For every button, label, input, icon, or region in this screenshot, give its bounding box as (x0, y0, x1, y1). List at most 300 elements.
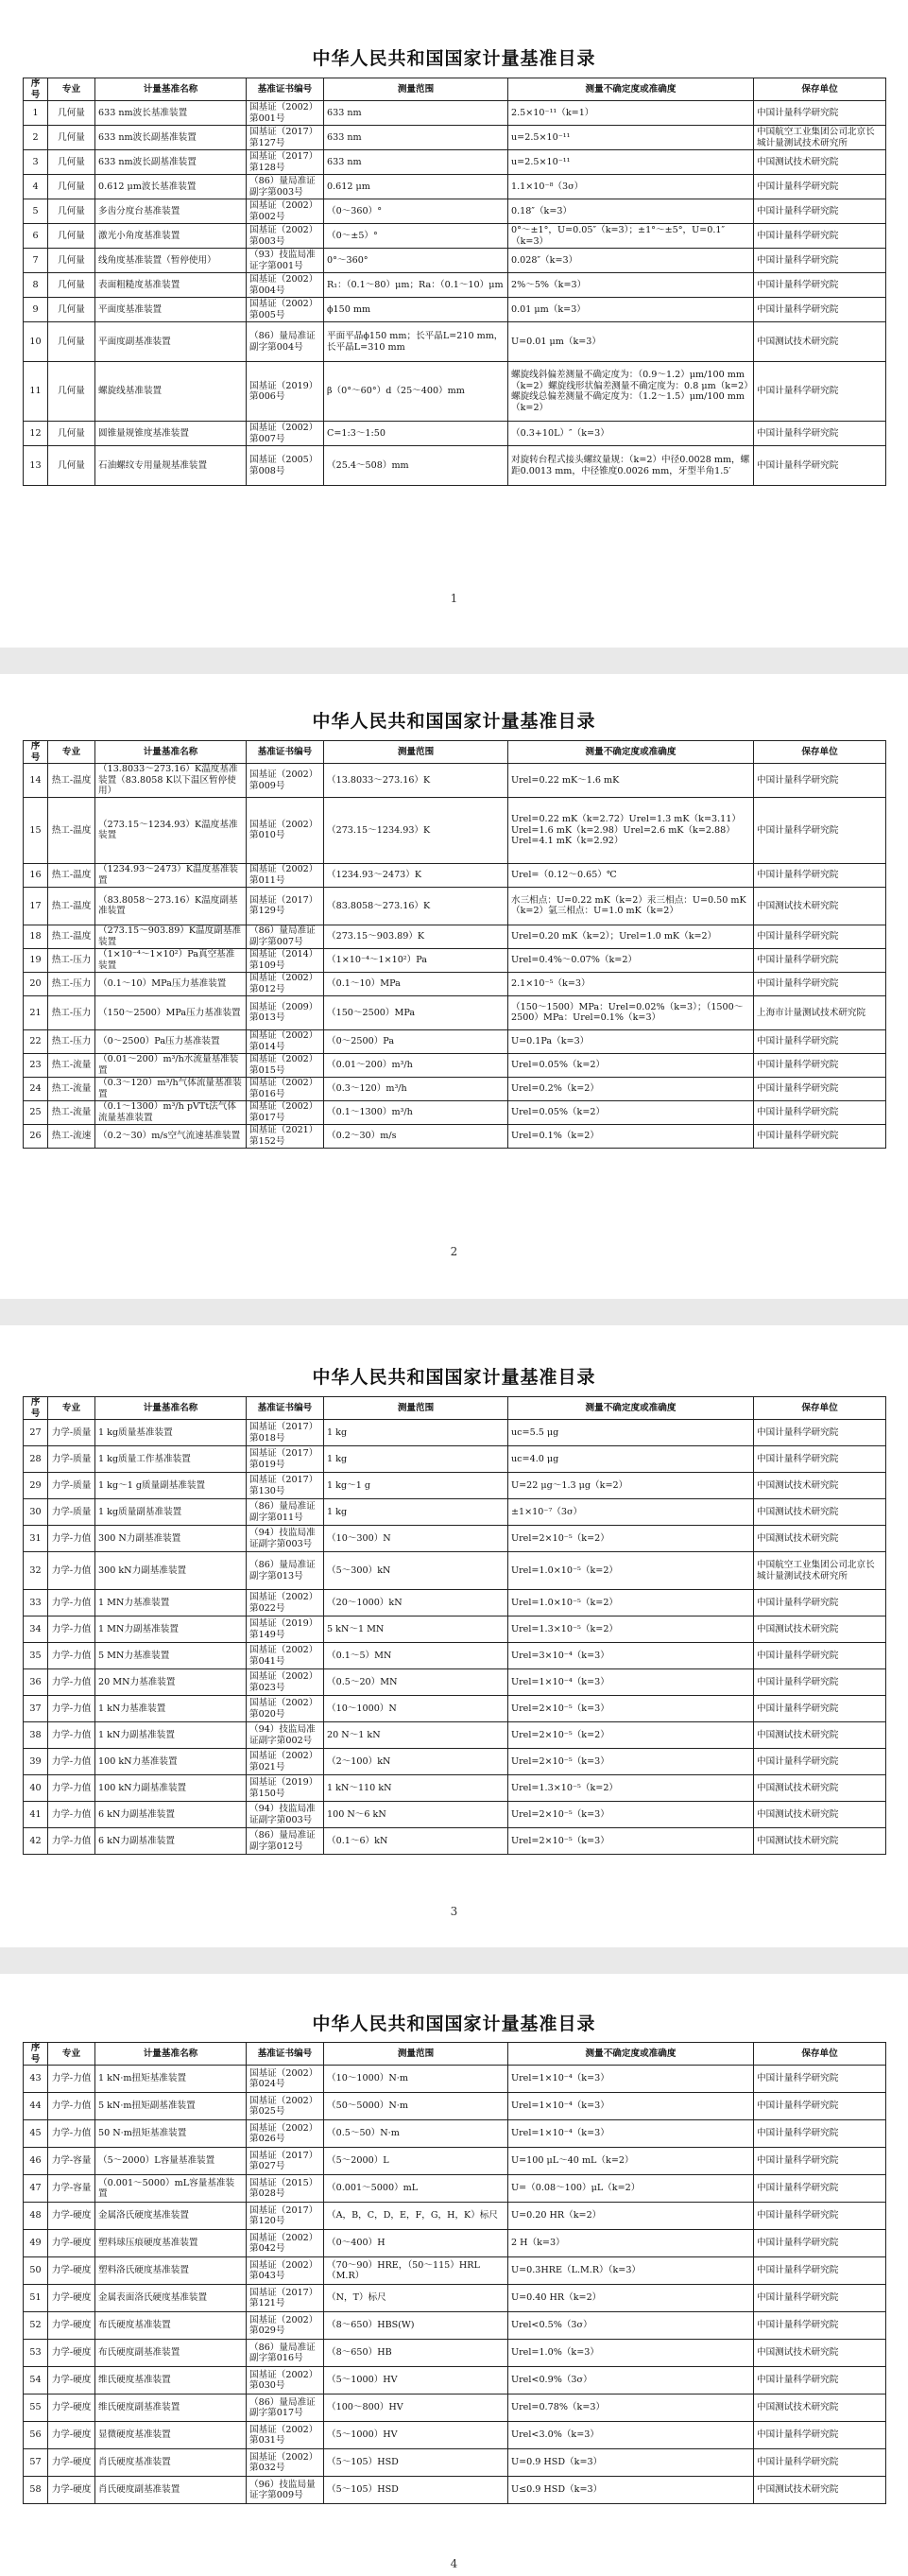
uncertainty-cell: Urel=2×10⁻⁵（k=3） (508, 1828, 754, 1855)
specialty-cell: 几何量 (48, 126, 95, 150)
seq-cell: 32 (24, 1552, 48, 1590)
certificate-cell: （94）技监局准证副字第003号 (247, 1802, 324, 1828)
certificate-cell: 国基证（2002）第021号 (247, 1749, 324, 1775)
seq-cell: 4 (24, 175, 48, 199)
range-cell: （50～5000）N·m (324, 2093, 508, 2120)
standard-name-cell: 线角度基准装置（暂停使用） (95, 249, 247, 273)
seq-cell: 14 (24, 764, 48, 798)
uncertainty-cell: u=2.5×10⁻¹¹ (508, 150, 754, 175)
specialty-cell: 热工-流量 (48, 1053, 95, 1077)
certificate-cell: 国基证（2002）第007号 (247, 422, 324, 446)
specialty-cell: 力学-硬度 (48, 2285, 95, 2312)
uncertainty-cell: 0.18″（k=3） (508, 199, 754, 224)
certificate-cell: 国基证（2017）第018号 (247, 1420, 324, 1446)
table-row (24, 101, 886, 126)
specialty-cell: 力学-力值 (48, 1616, 95, 1643)
column-header: 序号 (24, 78, 48, 101)
range-cell: （0～2500）Pa (324, 1029, 508, 1053)
range-cell: （0.1～10）MPa (324, 972, 508, 995)
uncertainty-cell: Urel=1×10⁻⁴（k=3） (508, 2066, 754, 2093)
seq-cell: 51 (24, 2285, 48, 2312)
column-header: 测量范围 (324, 78, 508, 101)
range-cell: （20～1000）kN (324, 1590, 508, 1616)
table-row (24, 2230, 886, 2257)
certificate-cell: 国基证（2002）第004号 (247, 273, 324, 298)
uncertainty-cell: 2%～5%（k=3） (508, 273, 754, 298)
uncertainty-cell: Urel=0.05%（k=2） (508, 1053, 754, 1077)
custodian-cell: 中国计量科学研究院 (754, 2312, 886, 2340)
specialty-cell: 力学-硬度 (48, 2477, 95, 2504)
column-header: 保存单位 (754, 1397, 886, 1420)
specialty-cell: 热工-温度 (48, 887, 95, 925)
seq-cell: 44 (24, 2093, 48, 2120)
document-page-1 (0, 0, 908, 648)
custodian-cell: 中国计量科学研究院 (754, 175, 886, 199)
table-row (24, 322, 886, 362)
range-cell: （N，T）标尺 (324, 2285, 508, 2312)
certificate-cell: 国基证（2002）第010号 (247, 797, 324, 863)
table-row (24, 764, 886, 798)
range-cell: （0.001～5000）mL (324, 2175, 508, 2203)
seq-cell: 43 (24, 2066, 48, 2093)
standard-name-cell: 布氏硬度基准装置 (95, 2312, 247, 2340)
column-header: 保存单位 (754, 2043, 886, 2066)
table-row (24, 2093, 886, 2120)
table-row (24, 1590, 886, 1616)
certificate-cell: 国基证（2017）第129号 (247, 887, 324, 925)
table-row (24, 224, 886, 249)
table-row (24, 1643, 886, 1669)
page-title: 中华人民共和国国家计量基准目录 (312, 48, 596, 69)
range-cell: （13.8033～273.16）K (324, 764, 508, 798)
range-cell: （0.5～20）MN (324, 1669, 508, 1696)
column-header: 专业 (48, 78, 95, 101)
specialty-cell: 热工-压力 (48, 972, 95, 995)
seq-cell: 40 (24, 1775, 48, 1802)
page-number: 1 (450, 592, 458, 605)
uncertainty-cell: 螺旋线斜偏差测量不确定度为：（0.9～1.2）μm/100 mm（k=2）螺旋线形状偏差测量不确定度为：0.8 μm（k=2）螺旋线总偏差测量不确定度为：（1.2～1.5）μm/100 mm（k=2） (508, 362, 754, 422)
custodian-cell: 中国计量科学研究院 (754, 2093, 886, 2120)
specialty-cell: 热工-温度 (48, 764, 95, 798)
seq-cell: 13 (24, 446, 48, 486)
column-header: 计量基准名称 (95, 78, 247, 101)
standard-name-cell: 100 kN力副基准装置 (95, 1775, 247, 1802)
specialty-cell: 力学-质量 (48, 1420, 95, 1446)
custodian-cell: 中国计量科学研究院 (754, 1749, 886, 1775)
custodian-cell: 中国计量科学研究院 (754, 1696, 886, 1722)
standard-name-cell: 肖氏硬度副基准装置 (95, 2477, 247, 2504)
custodian-cell: 中国计量科学研究院 (754, 422, 886, 446)
table-row (24, 887, 886, 925)
certificate-cell: 国基证（2019）第150号 (247, 1775, 324, 1802)
table-row (24, 2120, 886, 2148)
uncertainty-cell: Urel=1×10⁻⁴（k=3） (508, 1669, 754, 1696)
seq-cell: 16 (24, 863, 48, 887)
specialty-cell: 力学-硬度 (48, 2394, 95, 2422)
range-cell: C=1:3～1:50 (324, 422, 508, 446)
custodian-cell: 中国计量科学研究院 (754, 2066, 886, 2093)
certificate-cell: 国基证（2002）第015号 (247, 1053, 324, 1077)
standard-name-cell: 金属洛氏硬度基准装置 (95, 2203, 247, 2230)
table-row (24, 1473, 886, 1499)
uncertainty-cell: Urel=0.22 mK～1.6 mK (508, 764, 754, 798)
range-cell: 平面平晶ϕ150 mm；长平晶L=210 mm，长平晶L=310 mm (324, 322, 508, 362)
specialty-cell: 力学-力值 (48, 1696, 95, 1722)
certificate-cell: 国基证（2002）第017号 (247, 1100, 324, 1124)
certificate-cell: 国基证（2002）第003号 (247, 224, 324, 249)
table-row (24, 446, 886, 486)
specialty-cell: 几何量 (48, 322, 95, 362)
specialty-cell: 力学-力值 (48, 2120, 95, 2148)
certificate-cell: 国基证（2017）第027号 (247, 2148, 324, 2175)
uncertainty-cell: Urel=3×10⁻⁴（k=3） (508, 1643, 754, 1669)
certificate-cell: 国基证（2014）第109号 (247, 948, 324, 972)
custodian-cell: 中国计量科学研究院 (754, 972, 886, 995)
seq-cell: 38 (24, 1722, 48, 1749)
custodian-cell: 中国测试技术研究院 (754, 1802, 886, 1828)
custodian-cell: 中国计量科学研究院 (754, 249, 886, 273)
uncertainty-cell: Urel<3.0%（k=3） (508, 2422, 754, 2449)
seq-cell: 41 (24, 1802, 48, 1828)
uncertainty-cell: Urel=1×10⁻⁴（k=3） (508, 2093, 754, 2120)
column-header: 保存单位 (754, 741, 886, 764)
specialty-cell: 力学-力值 (48, 2093, 95, 2120)
specialty-cell: 几何量 (48, 446, 95, 486)
uncertainty-cell: U=（0.08～100）μL（k=2） (508, 2175, 754, 2203)
certificate-cell: 国基证（2002）第029号 (247, 2312, 324, 2340)
table-row (24, 1669, 886, 1696)
range-cell: （0.1～1300）m³/h (324, 1100, 508, 1124)
certificate-cell: （94）技监局准证副字第003号 (247, 1526, 324, 1552)
certificate-cell: 国基证（2002）第024号 (247, 2066, 324, 2093)
certificate-cell: 国基证（2017）第120号 (247, 2203, 324, 2230)
certificate-cell: （94）技监局准证副字第002号 (247, 1722, 324, 1749)
custodian-cell: 中国计量科学研究院 (754, 1590, 886, 1616)
standard-name-cell: （1×10⁻⁴～1×10²）Pa真空基准装置 (95, 948, 247, 972)
standard-name-cell: 100 kN力基准装置 (95, 1749, 247, 1775)
custodian-cell: 中国测试技术研究院 (754, 1616, 886, 1643)
standard-name-cell: 维氏硬度基准装置 (95, 2367, 247, 2394)
standards-table (23, 1396, 886, 1855)
certificate-cell: 国基证（2015）第028号 (247, 2175, 324, 2203)
table-row (24, 422, 886, 446)
specialty-cell: 几何量 (48, 249, 95, 273)
custodian-cell: 中国航空工业集团公司北京长城计量测试技术研究所 (754, 1552, 886, 1590)
certificate-cell: （93）技监局准证字第001号 (247, 249, 324, 273)
standard-name-cell: 1 kN力副基准装置 (95, 1722, 247, 1749)
specialty-cell: 力学-力值 (48, 1722, 95, 1749)
uncertainty-cell: U=0.40 HR（k=2） (508, 2285, 754, 2312)
custodian-cell: 中国计量科学研究院 (754, 2367, 886, 2394)
seq-cell: 29 (24, 1473, 48, 1499)
uncertainty-cell: Urel=0.1%（k=2） (508, 1124, 754, 1148)
uncertainty-cell: Urel=0.2%（k=2） (508, 1077, 754, 1100)
specialty-cell: 力学-硬度 (48, 2340, 95, 2367)
specialty-cell: 热工-温度 (48, 863, 95, 887)
certificate-cell: 国基证（2002）第030号 (247, 2367, 324, 2394)
standard-name-cell: 激光小角度基准装置 (95, 224, 247, 249)
range-cell: 0°～360° (324, 249, 508, 273)
standard-name-cell: 633 nm波长基准装置 (95, 101, 247, 126)
standard-name-cell: 5 MN力基准装置 (95, 1643, 247, 1669)
range-cell: （150～2500）MPa (324, 995, 508, 1029)
certificate-cell: （86）量局准证副字第013号 (247, 1552, 324, 1590)
table-row (24, 150, 886, 175)
specialty-cell: 几何量 (48, 224, 95, 249)
table-header-row (24, 1397, 886, 1420)
specialty-cell: 几何量 (48, 298, 95, 322)
table-row (24, 2449, 886, 2477)
range-cell: （5～105）HSD (324, 2449, 508, 2477)
standard-name-cell: 塑料洛氏硬度基准装置 (95, 2257, 247, 2285)
seq-cell: 1 (24, 101, 48, 126)
custodian-cell: 中国计量科学研究院 (754, 948, 886, 972)
table-row (24, 1775, 886, 1802)
standard-name-cell: 1 kN·m扭矩基准装置 (95, 2066, 247, 2093)
uncertainty-cell: 0.028″（k=3） (508, 249, 754, 273)
table-row (24, 249, 886, 273)
uncertainty-cell: U=22 μg～1.3 μg（k=2） (508, 1473, 754, 1499)
range-cell: （5～1000）HV (324, 2367, 508, 2394)
custodian-cell: 中国计量科学研究院 (754, 1077, 886, 1100)
standard-name-cell: 1 MN力基准装置 (95, 1590, 247, 1616)
custodian-cell: 中国计量科学研究院 (754, 101, 886, 126)
uncertainty-cell: 2.5×10⁻¹¹（k=1） (508, 101, 754, 126)
range-cell: 1 kg (324, 1420, 508, 1446)
range-cell: （0～±5）° (324, 224, 508, 249)
table-row (24, 972, 886, 995)
seq-cell: 34 (24, 1616, 48, 1643)
standard-name-cell: 6 kN力副基准装置 (95, 1828, 247, 1855)
specialty-cell: 力学-硬度 (48, 2367, 95, 2394)
custodian-cell: 中国测试技术研究院 (754, 1775, 886, 1802)
seq-cell: 54 (24, 2367, 48, 2394)
standard-name-cell: 1 kN力基准装置 (95, 1696, 247, 1722)
certificate-cell: 国基证（2002）第011号 (247, 863, 324, 887)
standard-name-cell: 平面度基准装置 (95, 298, 247, 322)
uncertainty-cell: uc=4.0 μg (508, 1446, 754, 1473)
uncertainty-cell: （150～1500）MPa：Urel=0.02%（k=3）；（1500～2500）MPa：Urel=0.1%（k=3） (508, 995, 754, 1029)
table-row (24, 995, 886, 1029)
range-cell: 20 N～1 kN (324, 1722, 508, 1749)
page-number: 3 (450, 1905, 458, 1918)
page-gap (0, 1947, 908, 1974)
certificate-cell: 国基证（2002）第023号 (247, 1669, 324, 1696)
standard-name-cell: 50 N·m扭矩基准装置 (95, 2120, 247, 2148)
custodian-cell: 中国计量科学研究院 (754, 1100, 886, 1124)
custodian-cell: 中国测试技术研究院 (754, 1722, 886, 1749)
seq-cell: 36 (24, 1669, 48, 1696)
standard-name-cell: （0.1～10）MPa压力基准装置 (95, 972, 247, 995)
column-header: 基准证书编号 (247, 78, 324, 101)
table-row (24, 1696, 886, 1722)
specialty-cell: 几何量 (48, 199, 95, 224)
table-row (24, 1526, 886, 1552)
custodian-cell: 中国测试技术研究院 (754, 322, 886, 362)
uncertainty-cell: U=0.20 HR（k=2） (508, 2203, 754, 2230)
range-cell: （10～1000）N·m (324, 2066, 508, 2093)
custodian-cell: 中国测试技术研究院 (754, 1828, 886, 1855)
certificate-cell: 国基证（2002）第025号 (247, 2093, 324, 2120)
column-header: 专业 (48, 1397, 95, 1420)
uncertainty-cell: （0.3+10L）″（k=3） (508, 422, 754, 446)
uncertainty-cell: U=0.9 HSD（k=3） (508, 2449, 754, 2477)
table-row (24, 2340, 886, 2367)
specialty-cell: 几何量 (48, 273, 95, 298)
certificate-cell: （86）量局准证副字第016号 (247, 2340, 324, 2367)
standard-name-cell: （0.001～5000）mL容量基准装置 (95, 2175, 247, 2203)
certificate-cell: 国基证（2002）第043号 (247, 2257, 324, 2285)
table-row (24, 199, 886, 224)
specialty-cell: 热工-流量 (48, 1077, 95, 1100)
seq-cell: 3 (24, 150, 48, 175)
column-header: 基准证书编号 (247, 2043, 324, 2066)
specialty-cell: 力学-容量 (48, 2175, 95, 2203)
range-cell: （25.4～508）mm (324, 446, 508, 486)
table-row (24, 1100, 886, 1124)
table-row (24, 126, 886, 150)
custodian-cell: 上海市计量测试技术研究院 (754, 995, 886, 1029)
uncertainty-cell: U=0.1Pa（k=3） (508, 1029, 754, 1053)
table-row (24, 273, 886, 298)
custodian-cell: 中国计量科学研究院 (754, 2203, 886, 2230)
uncertainty-cell: Urel=0.78%（k=3） (508, 2394, 754, 2422)
certificate-cell: 国基证（2002）第014号 (247, 1029, 324, 1053)
standard-name-cell: 633 nm波长副基准装置 (95, 150, 247, 175)
custodian-cell: 中国计量科学研究院 (754, 2449, 886, 2477)
standard-name-cell: 6 kN力副基准装置 (95, 1802, 247, 1828)
specialty-cell: 力学-力值 (48, 2066, 95, 2093)
certificate-cell: 国基证（2002）第020号 (247, 1696, 324, 1722)
uncertainty-cell: Urel=0.22 mK（k=2.72）Urel=1.3 mK（k=3.11）Urel=1.6 mK（k=2.98）Urel=2.6 mK（k=2.88）Urel=4.1 mK（k=2.92） (508, 797, 754, 863)
seq-cell: 28 (24, 1446, 48, 1473)
custodian-cell: 中国计量科学研究院 (754, 2285, 886, 2312)
column-header: 测量不确定度或准确度 (508, 78, 754, 101)
uncertainty-cell: 水三相点：U=0.22 mK（k=2）汞三相点：U=0.50 mK（k=2）氩三相点：U=1.0 mK（k=2） (508, 887, 754, 925)
range-cell: （83.8058～273.16）K (324, 887, 508, 925)
column-header: 测量范围 (324, 1397, 508, 1420)
range-cell: 1 kg～1 g (324, 1473, 508, 1499)
standard-name-cell: （273.15～903.89）K温度副基准装置 (95, 925, 247, 948)
specialty-cell: 力学-力值 (48, 1526, 95, 1552)
certificate-cell: （86）量局准证副字第017号 (247, 2394, 324, 2422)
custodian-cell: 中国测试技术研究院 (754, 2477, 886, 2504)
range-cell: （0.1～6）kN (324, 1828, 508, 1855)
uncertainty-cell: Urel=2×10⁻⁵（k=2） (508, 1526, 754, 1552)
standard-name-cell: 圆锥量规锥度基准装置 (95, 422, 247, 446)
range-cell: （5～2000）L (324, 2148, 508, 2175)
custodian-cell: 中国计量科学研究院 (754, 2257, 886, 2285)
column-header: 计量基准名称 (95, 1397, 247, 1420)
seq-cell: 23 (24, 1053, 48, 1077)
document-page-4 (0, 1974, 908, 2576)
specialty-cell: 几何量 (48, 101, 95, 126)
seq-cell: 55 (24, 2394, 48, 2422)
column-header: 基准证书编号 (247, 741, 324, 764)
standard-name-cell: 1 kg质量副基准装置 (95, 1499, 247, 1526)
page-number: 4 (450, 2557, 458, 2570)
custodian-cell: 中国计量科学研究院 (754, 298, 886, 322)
range-cell: （8～650）HB (324, 2340, 508, 2367)
standard-name-cell: （0.01～200）m³/h水流量基准装置 (95, 1053, 247, 1077)
standard-name-cell: 布氏硬度副基准装置 (95, 2340, 247, 2367)
certificate-cell: 国基证（2002）第005号 (247, 298, 324, 322)
range-cell: 633 nm (324, 150, 508, 175)
range-cell: （5～1000）HV (324, 2422, 508, 2449)
range-cell: （10～300）N (324, 1526, 508, 1552)
column-header: 测量不确定度或准确度 (508, 2043, 754, 2066)
custodian-cell: 中国计量科学研究院 (754, 362, 886, 422)
seq-cell: 50 (24, 2257, 48, 2285)
specialty-cell: 热工-温度 (48, 797, 95, 863)
seq-cell: 37 (24, 1696, 48, 1722)
range-cell: 1 kN～110 kN (324, 1775, 508, 1802)
custodian-cell: 中国测试技术研究院 (754, 887, 886, 925)
custodian-cell: 中国计量科学研究院 (754, 1029, 886, 1053)
custodian-cell: 中国计量科学研究院 (754, 764, 886, 798)
custodian-cell: 中国计量科学研究院 (754, 1669, 886, 1696)
specialty-cell: 力学-质量 (48, 1473, 95, 1499)
certificate-cell: （96）技监局量证字第009号 (247, 2477, 324, 2504)
table-row (24, 1124, 886, 1148)
uncertainty-cell: Urel<0.5%（3σ） (508, 2312, 754, 2340)
uncertainty-cell: Urel=2×10⁻⁵（k=3） (508, 1749, 754, 1775)
specialty-cell: 力学-质量 (48, 1499, 95, 1526)
custodian-cell: 中国计量科学研究院 (754, 1053, 886, 1077)
custodian-cell: 中国计量科学研究院 (754, 1643, 886, 1669)
uncertainty-cell: Urel=0.4%～0.07%（k=2） (508, 948, 754, 972)
table-row (24, 2312, 886, 2340)
custodian-cell: 中国计量科学研究院 (754, 863, 886, 887)
standard-name-cell: 维氏硬度副基准装置 (95, 2394, 247, 2422)
seq-cell: 24 (24, 1077, 48, 1100)
specialty-cell: 几何量 (48, 150, 95, 175)
table-row (24, 2422, 886, 2449)
seq-cell: 33 (24, 1590, 48, 1616)
specialty-cell: 力学-力值 (48, 1828, 95, 1855)
specialty-cell: 力学-力值 (48, 1552, 95, 1590)
certificate-cell: （86）量局准证副字第007号 (247, 925, 324, 948)
standard-name-cell: （0～2500）Pa压力基准装置 (95, 1029, 247, 1053)
table-row (24, 2203, 886, 2230)
range-cell: （1×10⁻⁴～1×10²）Pa (324, 948, 508, 972)
range-cell: （100～800）HV (324, 2394, 508, 2422)
seq-cell: 25 (24, 1100, 48, 1124)
seq-cell: 17 (24, 887, 48, 925)
standard-name-cell: 1 MN力副基准装置 (95, 1616, 247, 1643)
certificate-cell: 国基证（2019）第149号 (247, 1616, 324, 1643)
standard-name-cell: 平面度副基准装置 (95, 322, 247, 362)
uncertainty-cell: 2 H（k=3） (508, 2230, 754, 2257)
seq-cell: 39 (24, 1749, 48, 1775)
seq-cell: 19 (24, 948, 48, 972)
column-header: 计量基准名称 (95, 741, 247, 764)
specialty-cell: 力学-容量 (48, 2148, 95, 2175)
certificate-cell: 国基证（2002）第022号 (247, 1590, 324, 1616)
certificate-cell: 国基证（2017）第130号 (247, 1473, 324, 1499)
uncertainty-cell: U=0.3HRE（L.M.R）（k=3） (508, 2257, 754, 2285)
uncertainty-cell: 对旋转台程式接头螺纹量规：（k=2）中径0.0028 mm，螺距0.0013 mm，中径锥度0.0026 mm，牙型半角1.5′ (508, 446, 754, 486)
seq-cell: 27 (24, 1420, 48, 1446)
range-cell: （0.3～120）m³/h (324, 1077, 508, 1100)
standard-name-cell: 肖氏硬度基准装置 (95, 2449, 247, 2477)
range-cell: （10～1000）N (324, 1696, 508, 1722)
seq-cell: 57 (24, 2449, 48, 2477)
specialty-cell: 力学-力值 (48, 1669, 95, 1696)
range-cell: （A，B，C，D，E，F，G，H，K）标尺 (324, 2203, 508, 2230)
seq-cell: 11 (24, 362, 48, 422)
range-cell: （0～360）° (324, 199, 508, 224)
